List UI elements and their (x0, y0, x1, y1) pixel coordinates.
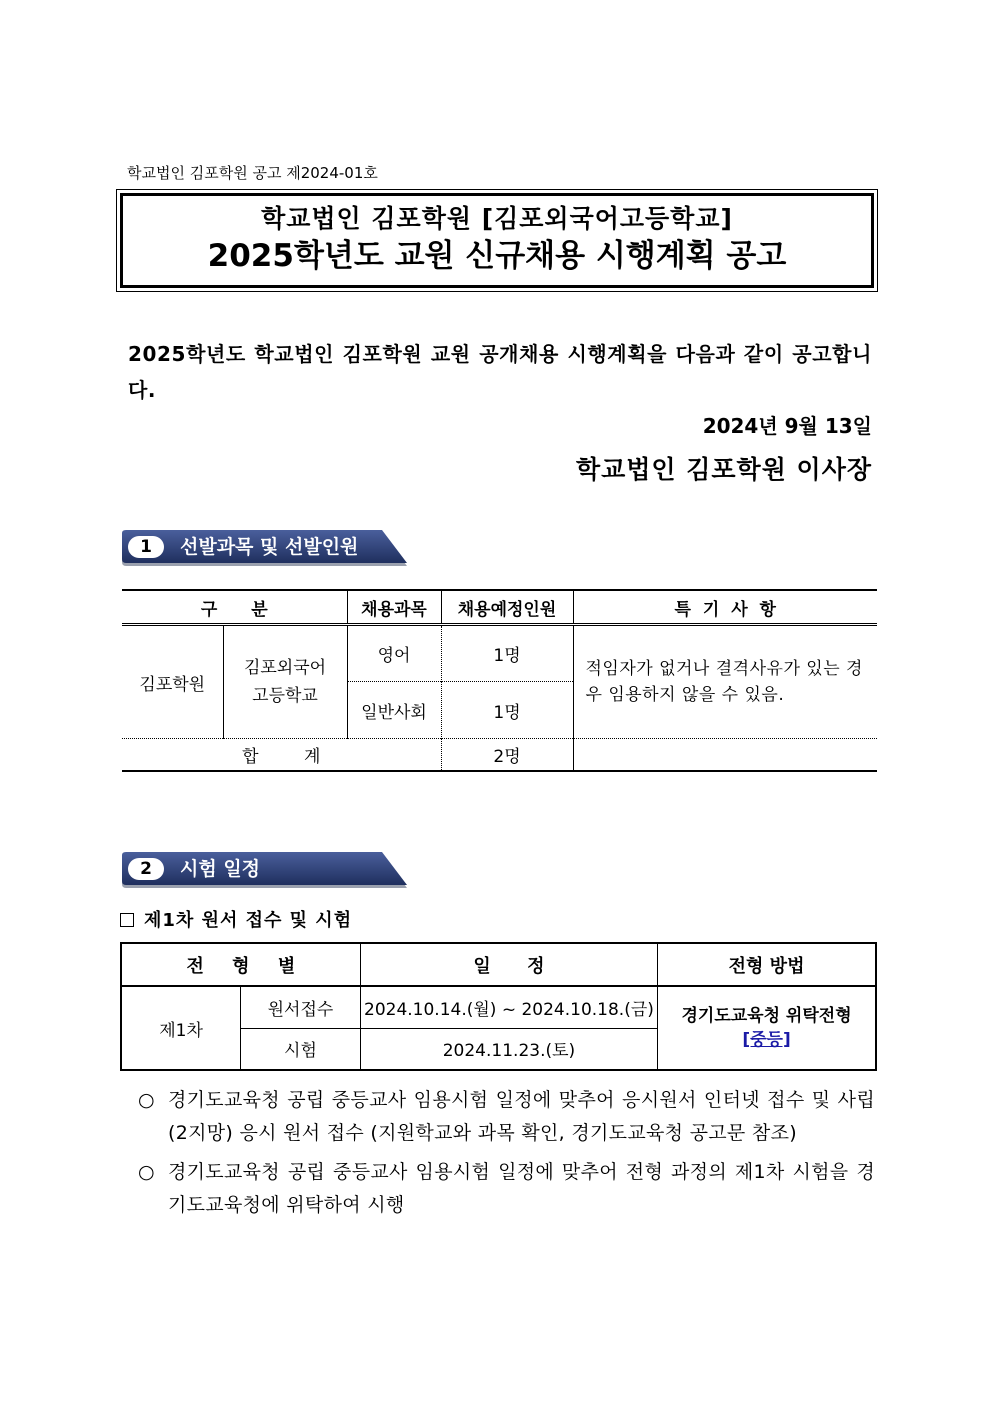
header-count: 채용예정인원 (441, 590, 573, 625)
header-schedule: 일 정 (360, 943, 657, 986)
subsection-title (120, 906, 352, 932)
total-count: 2명 (441, 739, 573, 771)
subsection-title-text: 제1차 원서 접수 및 시험 (144, 910, 353, 931)
bullet-text: 경기도교육청 공립 중등교사 임용시험 일정에 맞추어 전형 과정의 제1차 시험을 경기도교육청에 위탁하여 시행 (168, 1161, 875, 1216)
school-name: 김포외국어 고등학교 (243, 658, 327, 706)
intro-text: 2025학년도 학교법인 김포학원 교원 공개채용 시행계획을 다음과 같이 공고합니다. (128, 342, 872, 402)
schedule-table (120, 942, 877, 1071)
total-note (573, 739, 877, 771)
section-1-label: 선발과목 및 선발인원 (180, 536, 359, 558)
subject-cell: 영어 (347, 625, 441, 682)
note-cell (573, 625, 877, 739)
stage-cell: 제1차 (121, 986, 241, 1070)
list-item (138, 1156, 875, 1222)
schedule-cell: 2024.10.14.(월) ~ 2024.10.18.(금) (360, 986, 657, 1028)
section-2-number: 2 (128, 858, 164, 880)
notice-number: 학교법인 김포학원 공고 제2024-01호 (127, 164, 378, 182)
header-stage: 전 형 별 (121, 943, 360, 986)
section-1-header (120, 529, 410, 565)
issuer: 학교법인 김포학원 이사장 (575, 455, 872, 484)
bullet-list (138, 1084, 875, 1228)
type-cell: 시험 (241, 1028, 361, 1070)
count-cell: 1명 (441, 625, 573, 682)
subject-cell: 일반사회 (347, 682, 441, 739)
method-text: 경기도교육청 위탁전형 (681, 1006, 852, 1026)
header-subject: 채용과목 (347, 590, 441, 625)
schedule-cell: 2024.11.23.(토) (360, 1028, 657, 1070)
note-text: 적임자가 없거나 결격사유가 있는 경우 임용하지 않을 수 있음. (585, 659, 863, 705)
circle-bullet-icon: ○ (138, 1161, 155, 1183)
method-cell (658, 986, 876, 1070)
section-2-label: 시험 일정 (180, 858, 261, 880)
title-box (116, 189, 878, 292)
notice-date: 2024년 9월 13일 (702, 414, 872, 438)
selection-table (122, 589, 877, 772)
foundation-cell: 김포학원 (139, 674, 206, 695)
total-label: 합 계 (122, 739, 441, 771)
header-category: 구 분 (122, 590, 347, 625)
count-cell: 1명 (441, 682, 573, 739)
header-note: 특 기 사 항 (573, 590, 877, 625)
method-sub: [중등] (742, 1030, 791, 1050)
type-cell: 원서접수 (241, 986, 361, 1028)
title-line-1: 학교법인 김포학원 [김포외국어고등학교] (261, 204, 733, 233)
title-line-2: 2025학년도 교원 신규채용 시행계획 공고 (207, 238, 787, 274)
list-item (138, 1084, 875, 1150)
circle-bullet-icon: ○ (138, 1089, 155, 1111)
checkbox-icon (120, 913, 134, 927)
bullet-text: 경기도교육청 공립 중등교사 임용시험 일정에 맞추어 응시원서 인터넷 접수 및 사립(2지망) 응시 원서 접수 (지원학교와 과목 확인, 경기도교육청 공고문 참조) (168, 1089, 875, 1144)
section-1-number: 1 (128, 536, 164, 558)
section-2-header (120, 851, 410, 887)
school-cell (223, 625, 347, 739)
header-method: 전형 방법 (658, 943, 876, 986)
